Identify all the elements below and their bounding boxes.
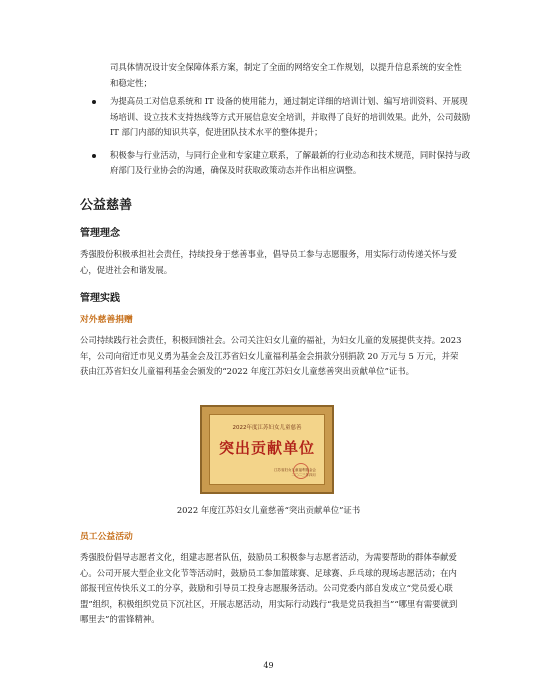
certificate-issuer: 江苏省妇女儿童福利基金会 二〇二三年四月: [274, 468, 316, 477]
list-item-text: 为提高员工对信息系统和 IT 设备的使用能力，通过制定详细的培训计划、编写培训资料、开展现场培训、设立技术支持热线等方式开展信息安全培训，并取得了良好的培训效果。此外，公司鼓励 IT 部门内部的知识共享，促进团队技术水平的整体提升；: [110, 96, 471, 137]
bullet-icon: [92, 154, 96, 158]
volunteer-text: 秀强股份倡导志愿者文化，组建志愿者队伍，鼓励员工积极参与志愿者活动，为需要帮助的群体奉献爱心。公司开展大型企业文化节等活动时，鼓励员工参加篮球赛、足球赛、乒乓球的现场志愿活动；在内部报刊宣传快乐义工的分享，鼓励和引导员工投身志愿服务活动。公司党委内部自发成立“党员爱心联盟”组织，积极组织党员下沉社区，开展志愿活动，用实际行动践行“我是党员我担当”“哪里有需要就到哪里去”的雷锋精神。: [80, 552, 458, 624]
section-title: 公益慈善: [80, 198, 133, 213]
volunteer-heading: 员工公益活动: [80, 532, 133, 542]
practice-heading: 管理实践: [80, 293, 120, 304]
certificate-caption: 2022 年度江苏妇女儿童慈善“突出贡献单位”证书: [176, 505, 361, 515]
certificate-main-text: 突出贡献单位: [218, 439, 315, 457]
philosophy-text: 秀强股份积极承担社会责任，持续投身于慈善事业，倡导员工参与志愿服务，用实际行动传递关怀与爱心，促进社会和谐发展。: [80, 249, 457, 275]
donation-heading: 对外慈善捐赠: [80, 315, 133, 325]
list-item: [80, 148, 472, 179]
continued-paragraph: 司具体情况设计安全保障体系方案，制定了全面的网络安全工作规划，以提升信息系统的安全性和稳定性；: [110, 62, 462, 88]
donation-text: 公司持续践行社会责任，积极回馈社会。公司关注妇女儿童的福祉，为妇女儿童的发展提供支持。2023 年，公司向宿迁市见义勇为基金会及江苏省妇女儿童福利基金会捐款分别捐款 20 万元与 5 万元，并荣获由江苏省妇女儿童福利基金会颁发的“2022 年度江苏妇女儿童慈善突出贡献单位”证书。: [80, 335, 462, 376]
certificate-panel: [209, 414, 325, 485]
philosophy-heading: 管理理念: [80, 228, 120, 239]
certificate-image: [200, 405, 334, 494]
page-number: 49: [263, 661, 274, 670]
list-item-text: 积极参与行业活动，与同行企业和专家建立联系，了解最新的行业动态和技术规范，同时保持与政府部门及行业协会的沟通，确保及时获取政策动态并作出相应调整。: [110, 149, 471, 175]
bullet-icon: [92, 100, 96, 104]
certificate-title: 2022年度江苏妇女儿童慈善: [232, 425, 302, 431]
list-item: [80, 94, 472, 141]
security-measures-list: [80, 94, 472, 186]
